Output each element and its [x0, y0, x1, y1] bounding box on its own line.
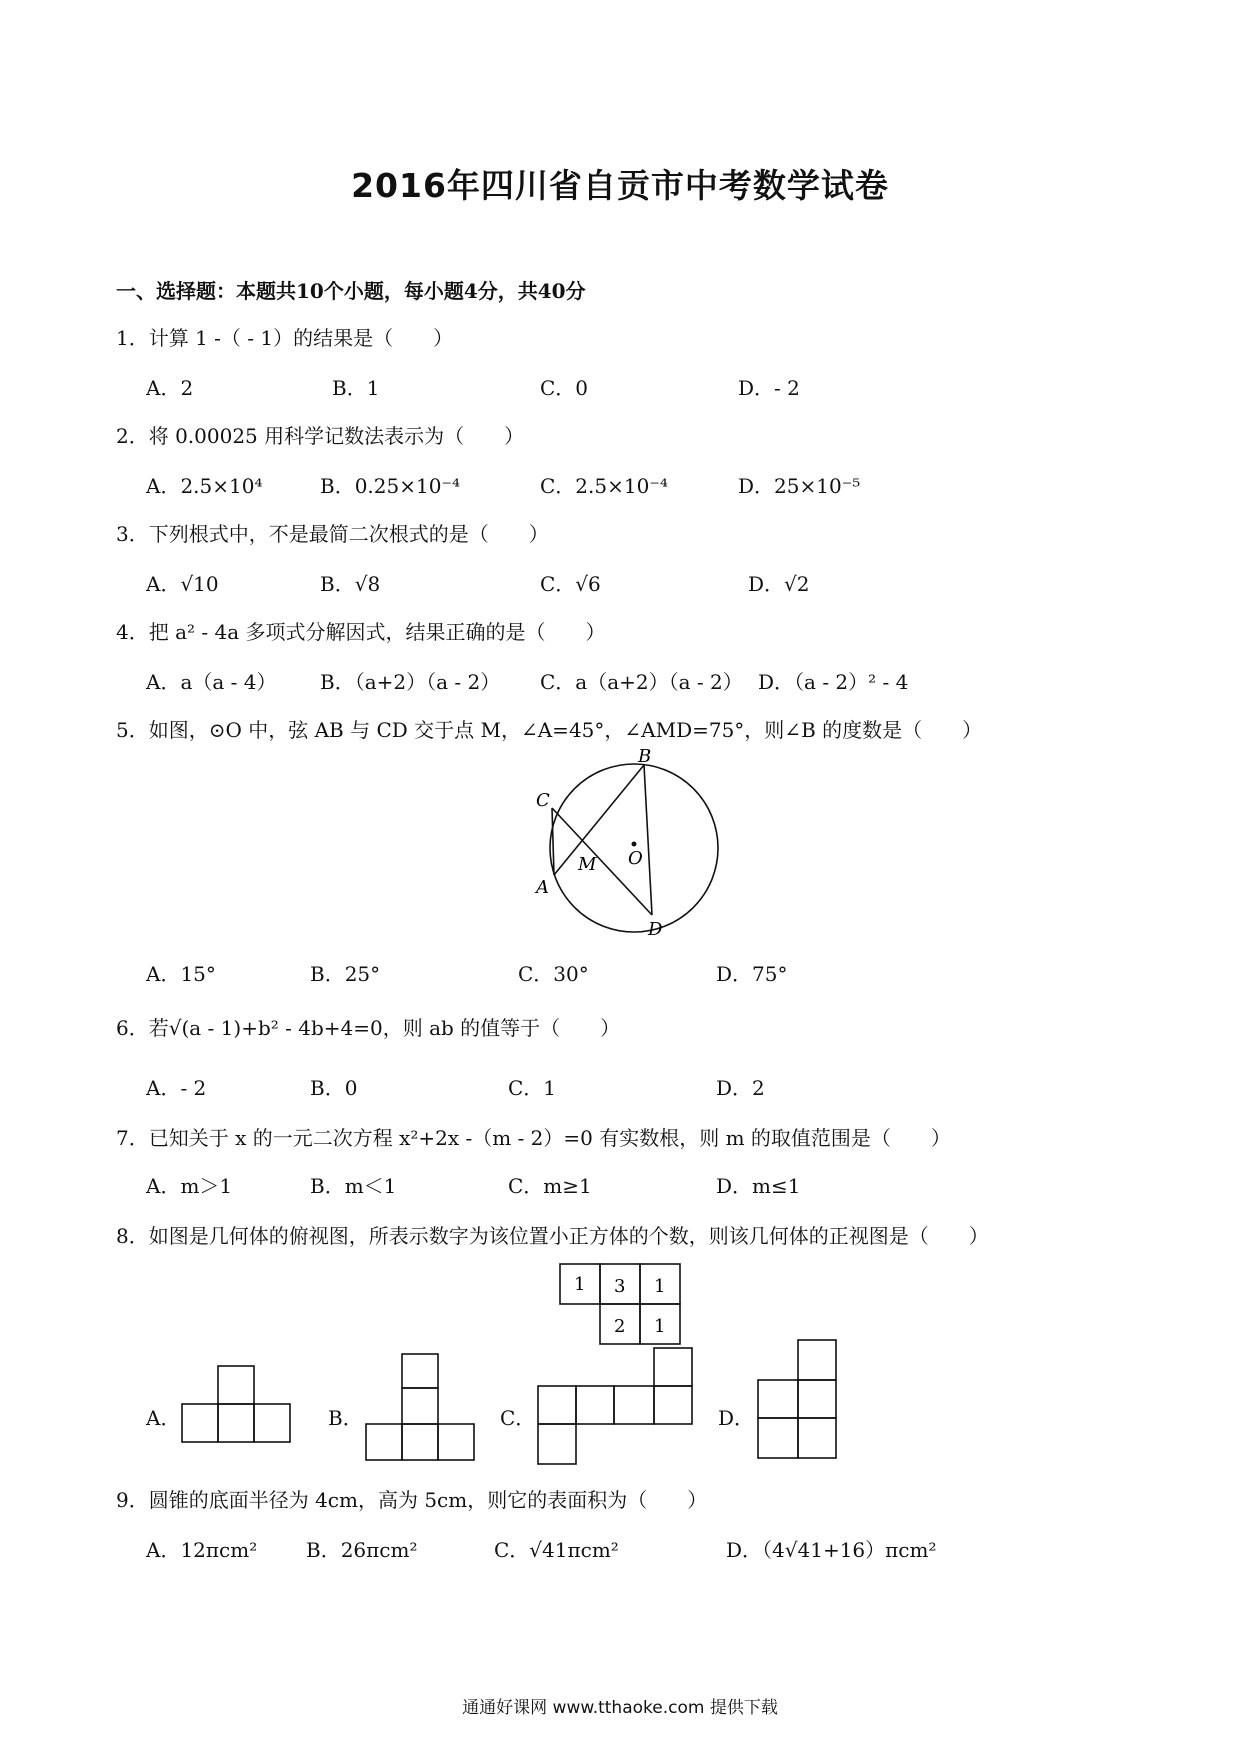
q7-option-d: D．m≤1 [716, 1174, 801, 1198]
top-view-cell: 2 [614, 1316, 626, 1337]
q1-option-c: C．0 [540, 376, 589, 400]
q7-option-a: A．m＞1 [146, 1174, 233, 1198]
label-a: A [536, 877, 549, 898]
label-o: O [628, 848, 643, 869]
top-view-cell: 3 [614, 1276, 626, 1297]
q8-figure-a [180, 1364, 296, 1444]
top-view-cell: 1 [574, 1274, 586, 1295]
q1-option-b: B．1 [332, 376, 380, 400]
circle-figure [530, 748, 720, 948]
label-d: D [648, 919, 663, 940]
q6-option-d: D．2 [716, 1076, 765, 1100]
q2-option-b: B．0.25×10⁻⁴ [320, 474, 461, 498]
q8-figure-c [536, 1346, 696, 1468]
label-c: C [536, 790, 550, 811]
segment-bd [644, 765, 652, 915]
question-5-stem: 5．如图，⊙O 中，弦 AB 与 CD 交于点 M，∠A=45°，∠AMD=75°，则∠B 的度数是（ ） [116, 718, 983, 742]
q4-option-b: B．（a+2）（a - 2） [320, 670, 501, 694]
q6-option-b: B．0 [310, 1076, 358, 1100]
q3-option-d: D．√2 [748, 572, 810, 596]
q9-option-c: C．√41πcm² [494, 1538, 619, 1562]
q2-option-c: C．2.5×10⁻⁴ [540, 474, 668, 498]
q4-option-a: A．a（a - 4） [146, 670, 277, 694]
question-1-stem: 1．计算 1 -（ - 1）的结果是（ ） [116, 326, 454, 350]
q9-option-d: D．（4√41+16）πcm² [726, 1538, 937, 1562]
top-view-cell: 1 [654, 1316, 666, 1337]
question-8-stem: 8．如图是几何体的俯视图，所表示数字为该位置小正方体的个数，则该几何体的正视图是（ ） [116, 1224, 989, 1248]
question-7-stem: 7．已知关于 x 的一元二次方程 x²+2x -（m - 2）=0 有实数根，则 m 的取值范围是（ ） [116, 1126, 951, 1150]
q9-option-b: B．26πcm² [306, 1538, 418, 1562]
q7-option-b: B．m＜1 [310, 1174, 397, 1198]
page-title: 2016年四川省自贡市中考数学试卷 [351, 166, 889, 205]
center-dot [632, 842, 637, 847]
q5-option-b: B．25° [310, 962, 381, 986]
q1-option-a: A．2 [146, 376, 194, 400]
footer-credit: 通通好课网 www.tthaoke.com 提供下载 [462, 1698, 778, 1718]
q9-option-a: A．12πcm² [146, 1538, 258, 1562]
q5-option-c: C．30° [518, 962, 589, 986]
q8-option-c: C． [500, 1406, 536, 1430]
label-b: B [638, 748, 652, 767]
question-9-stem: 9．圆锥的底面半径为 4cm，高为 5cm，则它的表面积为（ ） [116, 1488, 708, 1512]
label-m: M [578, 854, 597, 875]
q3-option-b: B．√8 [320, 572, 381, 596]
q8-figure-b [364, 1352, 478, 1464]
q5-option-d: D．75° [716, 962, 788, 986]
q3-option-a: A．√10 [146, 572, 219, 596]
q5-option-a: A．15° [146, 962, 216, 986]
q8-option-d: D． [718, 1406, 755, 1430]
q1-option-d: D．- 2 [738, 376, 800, 400]
q8-option-b: B． [328, 1406, 363, 1430]
question-4-stem: 4．把 a² - 4a 多项式分解因式，结果正确的是（ ） [116, 620, 606, 644]
section-heading: 一、选择题：本题共10个小题，每小题4分，共40分 [116, 279, 586, 303]
q2-option-a: A．2.5×10⁴ [146, 474, 263, 498]
q8-figure-d [756, 1338, 840, 1462]
q7-option-c: C．m≥1 [508, 1174, 592, 1198]
top-view-cell: 1 [654, 1276, 666, 1297]
question-2-stem: 2．将 0.00025 用科学记数法表示为（ ） [116, 424, 525, 448]
question-6-stem: 6．若√(a - 1)+b² - 4b+4=0，则 ab 的值等于（ ） [116, 1016, 621, 1040]
q6-option-c: C．1 [508, 1076, 557, 1100]
q4-option-c: C．a（a+2）（a - 2） [540, 670, 743, 694]
q8-option-a: A． [146, 1406, 181, 1430]
q4-option-d: D．（a - 2）² - 4 [758, 670, 909, 694]
q6-option-a: A．- 2 [146, 1076, 207, 1100]
top-view-grid [558, 1262, 684, 1346]
question-3-stem: 3．下列根式中，不是最简二次根式的是（ ） [116, 522, 549, 546]
q2-option-d: D．25×10⁻⁵ [738, 474, 861, 498]
q3-option-c: C．√6 [540, 572, 601, 596]
